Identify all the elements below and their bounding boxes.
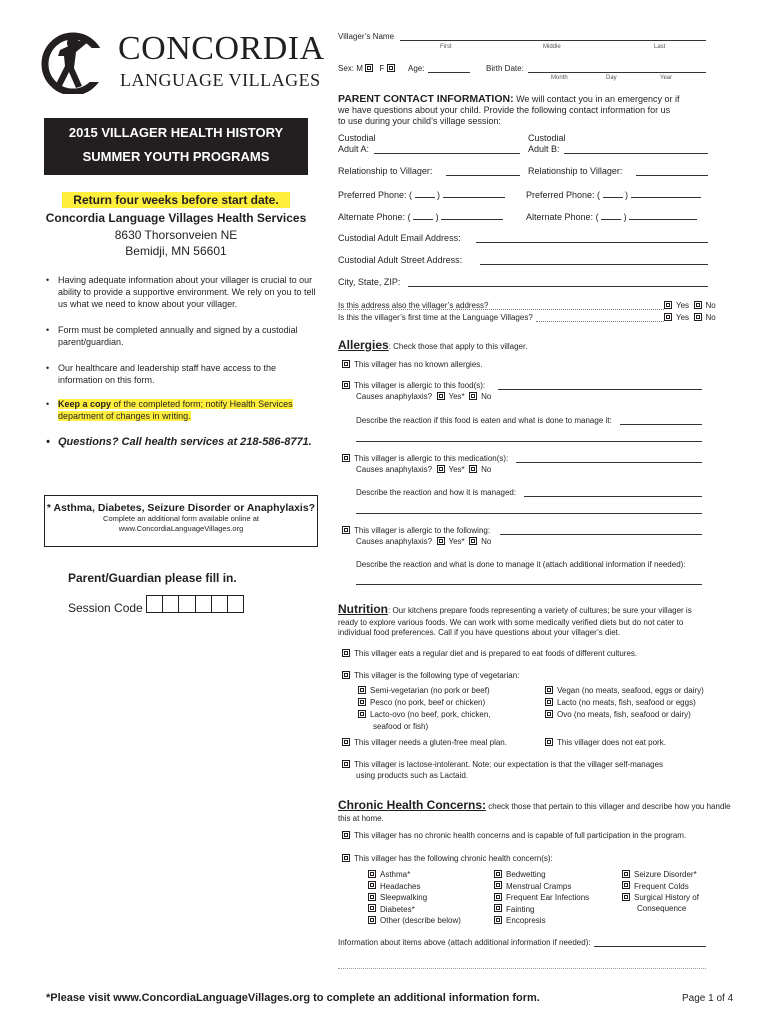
- chronic-none-checkbox[interactable]: [342, 831, 350, 839]
- first-time-yes-label: Yes: [676, 313, 690, 322]
- same-address-yes-label: Yes: [676, 301, 690, 310]
- adult-a-label1: Custodial: [338, 133, 376, 143]
- return-notice: Return four weeks before start date.: [62, 192, 290, 208]
- chronic-bedwetting-label: Bedwetting: [506, 870, 546, 879]
- sex-row: [338, 64, 399, 74]
- chronic-diabetes-row: [368, 904, 461, 916]
- diet-no-pork-label: This villager does not eat pork.: [557, 738, 666, 747]
- chronic-surgical-row: [622, 892, 699, 904]
- allergy-other-row: [342, 526, 490, 536]
- chronic-has-row: [342, 854, 553, 864]
- page-number: Page 1 of 4: [682, 993, 734, 1004]
- form-title-box: [44, 118, 308, 175]
- email-label: Custodial Adult Email Address:: [338, 233, 461, 243]
- diet-vegetarian-label: This villager is the following type of vegetarian:: [354, 671, 520, 680]
- chronic-cramps-row: [494, 881, 589, 893]
- form-title-line1: 2015 VILLAGER HEALTH HISTORY: [68, 125, 284, 140]
- diet-regular-checkbox[interactable]: [342, 649, 350, 657]
- nutrition-intro3: individual food preferences. Call if you have questions about your villager’s diet.: [338, 628, 621, 637]
- food-reaction-label: Describe the reaction if this food is eaten and what is done to manage it:: [356, 416, 612, 425]
- relationship-b-label: Relationship to Villager:: [528, 166, 623, 176]
- preferred-phone-b-label: Preferred Phone:: [526, 190, 595, 200]
- footer-visit-text: *Please visit www.ConcordiaLanguageVillages.org to complete an additional information form.: [46, 992, 540, 1004]
- diet-vegetarian-checkbox[interactable]: [342, 671, 350, 679]
- asthma-notice-title: * Asthma, Diabetes, Seizure Disorder or Anaphylaxis?: [46, 502, 316, 514]
- other-reaction-field[interactable]: [356, 584, 702, 585]
- allergy-med-checkbox[interactable]: [342, 454, 350, 462]
- med-anaphylaxis-yes-label: Yes*: [448, 465, 465, 474]
- alternate-phone-a-label: Alternate Phone:: [338, 212, 406, 222]
- other-anaphylaxis-label: Causes anaphylaxis?: [356, 537, 433, 546]
- same-address-text: Is this address also the villager’s address?: [338, 301, 489, 310]
- chronic-bedwetting-row: [494, 869, 589, 881]
- preferred-phone-a-label: Preferred Phone:: [338, 190, 407, 200]
- sex-f-checkbox[interactable]: [387, 64, 395, 72]
- city-state-zip-label: City, State, ZIP:: [338, 277, 401, 287]
- chronic-fainting-row: [494, 904, 589, 916]
- veg-ovo-label: Ovo (no meats, fish, seafood or dairy): [557, 710, 691, 719]
- chronic-headaches-checkbox[interactable]: [368, 881, 376, 889]
- diet-regular-row: [342, 649, 637, 659]
- chronic-ear-checkbox[interactable]: [494, 893, 502, 901]
- alternate-phone-b-label: Alternate Phone:: [526, 212, 594, 222]
- veg-lacto-checkbox[interactable]: [545, 698, 553, 706]
- chronic-diabetes-checkbox[interactable]: [368, 904, 376, 912]
- sex-f-label: F: [379, 64, 385, 73]
- chronic-encopresis-label: Encopresis: [506, 916, 546, 925]
- chronic-seizure-label: Seizure Disorder*: [634, 870, 697, 879]
- nutrition-intro: [338, 600, 718, 638]
- med-reaction-field[interactable]: [524, 496, 702, 497]
- logo-word-concordia: CONCORDIA: [118, 30, 325, 67]
- sex-label: Sex:: [338, 64, 355, 73]
- relationship-a-field[interactable]: [446, 175, 520, 176]
- food-reaction-field[interactable]: [620, 424, 702, 425]
- diet-lactose-label: This villager is lactose-intolerant. Note: our expectation is that the villager self-manages: [354, 760, 664, 769]
- nutrition-intro1: : Our kitchens prepare foods representing a variety of cultures; be sure your villager is: [388, 606, 692, 615]
- food-anaphylaxis-yes-checkbox[interactable]: [437, 392, 445, 400]
- chronic-colds-row: [622, 881, 699, 893]
- sex-m-label: M: [356, 64, 363, 73]
- chronic-has-checkbox[interactable]: [342, 854, 350, 862]
- food-anaphylaxis-no-label: No: [481, 392, 492, 401]
- chronic-col2: [494, 869, 589, 927]
- diet-lactose-cont: using products such as Lactaid.: [356, 771, 469, 780]
- veg-ovo-checkbox[interactable]: [545, 710, 553, 718]
- chronic-fainting-label: Fainting: [506, 904, 535, 914]
- street-address-label: Custodial Adult Street Address:: [338, 255, 463, 265]
- birth-month-label: Month: [551, 75, 568, 81]
- veg-lacto-ovo-label: Lacto-ovo (no beef, pork, chicken,: [370, 710, 491, 719]
- veg-pesco-checkbox[interactable]: [358, 698, 366, 706]
- same-address-no-label: No: [705, 301, 716, 310]
- veg-pesco-label: Pesco (no pork, beef or chicken): [370, 698, 486, 707]
- chronic-cramps-checkbox[interactable]: [494, 881, 502, 889]
- veg-right-list: [545, 685, 704, 721]
- other-reaction-label: Describe the reaction and what is done to manage it (attach additional information if needed):: [356, 560, 686, 569]
- first-time-yes-checkbox[interactable]: [664, 313, 672, 321]
- allergy-none-row: [342, 360, 483, 370]
- return-org: Concordia Language Villages Health Services: [45, 211, 307, 225]
- session-code-boxes[interactable]: [146, 595, 244, 613]
- name-middle-label: Middle: [543, 44, 561, 50]
- first-time-no-label: No: [705, 313, 716, 322]
- med-reaction-label: Describe the reaction and how it is managed:: [356, 488, 517, 497]
- parent-contact-intro2: we have questions about your child. Provide the following contact information for us: [338, 105, 671, 115]
- adult-a-field[interactable]: [374, 153, 520, 154]
- keep-copy-bold: Keep a copy: [58, 399, 112, 409]
- bullet-annual: • Form must be completed annually and signed by a custodial parent/guardian.: [58, 324, 298, 348]
- allergy-none-label: This villager has no known allergies.: [354, 360, 483, 369]
- nutrition-heading: Nutrition: [338, 602, 388, 616]
- chronic-intro: [338, 796, 731, 824]
- chronic-surgical-label: Surgical History of: [634, 893, 699, 902]
- diet-lactose-row: [342, 760, 663, 770]
- question-same-address: [338, 301, 716, 311]
- veg-lacto-label: Lacto (no meats, fish, seafood or eggs): [557, 698, 696, 707]
- asthma-notice-box: [44, 495, 318, 547]
- name-first-label: First: [440, 44, 452, 50]
- diet-regular-label: This villager eats a regular diet and is prepared to eat foods of different cultures.: [354, 649, 638, 658]
- chronic-cramps-label: Menstrual Cramps: [506, 881, 572, 891]
- street-address-field[interactable]: [480, 264, 708, 265]
- logo-word-language-villages: LANGUAGE VILLAGES: [120, 70, 321, 90]
- allergy-med-row: [342, 454, 508, 464]
- med-anaphylaxis-no-label: No: [481, 465, 492, 474]
- same-address-no-checkbox[interactable]: [694, 301, 702, 309]
- chronic-surgical-checkbox[interactable]: [622, 893, 630, 901]
- email-field[interactable]: [476, 242, 708, 243]
- allergy-other-label: This villager is allergic to the following:: [354, 526, 491, 535]
- chronic-none-label: This villager has no chronic health concerns and is capable of full participation in the program.: [354, 831, 687, 840]
- chronic-info-field-2[interactable]: [338, 968, 706, 969]
- allergy-food-field[interactable]: [498, 389, 702, 390]
- preferred-phone-a[interactable]: Preferred Phone: ( ): [338, 188, 505, 201]
- chronic-intro1: check those that pertain to this villager and describe how you handle: [486, 802, 731, 811]
- first-time-text: Is this the villager’s first time at the Language Villages?: [338, 313, 533, 322]
- chronic-encopresis-row: [494, 915, 589, 927]
- sex-m-checkbox[interactable]: [365, 64, 373, 72]
- chronic-headaches-row: [368, 881, 461, 893]
- relationship-b-field[interactable]: [636, 175, 708, 176]
- med-reaction-field-2[interactable]: [356, 513, 702, 514]
- chronic-sleepwalking-row: [368, 892, 461, 904]
- return-city: Bemidji, MN 56601: [125, 244, 227, 258]
- chronic-bedwetting-checkbox[interactable]: [494, 870, 502, 878]
- chronic-ear-row: [494, 892, 589, 904]
- chronic-ear-label: Frequent Ear Infections: [506, 893, 590, 902]
- chronic-sleepwalking-label: Sleepwalking: [380, 893, 428, 902]
- food-anaphylaxis-label: Causes anaphylaxis?: [356, 392, 433, 401]
- other-anaphylaxis-no-label: No: [481, 537, 492, 546]
- relationship-a-label: Relationship to Villager:: [338, 166, 433, 176]
- logo: [40, 28, 330, 94]
- chronic-intro2: this at home.: [338, 814, 384, 823]
- veg-lacto-row: [545, 697, 704, 709]
- chronic-colds-checkbox[interactable]: [622, 881, 630, 889]
- logo-mark-icon: [40, 28, 110, 94]
- veg-pesco-row: [358, 697, 491, 709]
- veg-vegan-row: [545, 685, 704, 697]
- med-anaphylaxis-label: Causes anaphylaxis?: [356, 465, 433, 474]
- age-field[interactable]: [428, 72, 470, 73]
- veg-semi-label: Semi-vegetarian (no pork or beef): [370, 686, 490, 695]
- chronic-info-field[interactable]: [594, 946, 706, 947]
- villager-name-label: Villager’s Name: [338, 32, 395, 41]
- chronic-seizure-row: [622, 869, 699, 881]
- allergies-heading-row: [338, 336, 527, 354]
- diet-no-pork-row: [545, 738, 666, 748]
- chronic-fainting-checkbox[interactable]: [494, 904, 502, 912]
- other-anaphylaxis-yes-label: Yes*: [448, 537, 465, 546]
- veg-lacto-ovo-cont: seafood or fish): [373, 722, 429, 731]
- return-street: 8630 Thorsonveien NE: [114, 228, 238, 242]
- food-reaction-field-2[interactable]: [356, 441, 702, 442]
- adult-b-label2: Adult B:: [528, 144, 560, 154]
- first-time-no-checkbox[interactable]: [694, 313, 702, 321]
- chronic-colds-label: Frequent Colds: [634, 881, 689, 891]
- parent-contact-intro3: to use during your child’s village session:: [338, 116, 501, 126]
- chronic-info-label: Information about items above (attach additional information if needed):: [338, 938, 591, 947]
- bullet-access: • Our healthcare and leadership staff have access to the information on this form.: [58, 362, 278, 386]
- chronic-encopresis-checkbox[interactable]: [494, 916, 502, 924]
- allergy-food-label: This villager is allergic to this food(s):: [354, 381, 486, 390]
- diet-vegetarian-row: [342, 671, 519, 681]
- keep-copy-rest: of the completed form; notify Health Services department of changes in writing.: [58, 399, 293, 421]
- chronic-seizure-checkbox[interactable]: [622, 870, 630, 878]
- veg-left-list: [358, 685, 491, 733]
- form-title-line2: SUMMER YOUTH PROGRAMS: [82, 149, 270, 164]
- bullet-questions: • Questions? Call health services at 218-586-8771.: [58, 436, 320, 448]
- food-anaphylaxis-row: [356, 392, 491, 402]
- bullet-keep-copy: [58, 398, 298, 422]
- diet-no-pork-checkbox[interactable]: [545, 738, 553, 746]
- food-anaphylaxis-no-checkbox[interactable]: [469, 392, 477, 400]
- med-anaphylaxis-no-checkbox[interactable]: [469, 465, 477, 473]
- med-anaphylaxis-yes-checkbox[interactable]: [437, 465, 445, 473]
- diet-gluten-label: This villager needs a gluten-free meal plan.: [354, 738, 507, 747]
- allergy-none-checkbox[interactable]: [342, 360, 350, 368]
- med-anaphylaxis-row: [356, 465, 491, 475]
- chronic-headaches-label: Headaches: [380, 881, 421, 891]
- asthma-notice-line1: Complete an additional form available online at: [103, 514, 259, 523]
- allergies-note: : Check those that apply to this villager.: [388, 342, 528, 351]
- bullet-adequate-info: • Having adequate information about your villager is crucial to our ability to provide a supportive environment. We rely on you to tell us what we need to know about your villager.: [58, 274, 320, 310]
- allergy-food-checkbox[interactable]: [342, 381, 350, 389]
- chronic-surgical-cont: Consequence: [637, 903, 687, 913]
- other-anaphylaxis-row: [356, 537, 491, 547]
- chronic-other-row: [368, 915, 461, 927]
- chronic-has-label: This villager has the following chronic health concern(s):: [354, 854, 553, 863]
- birth-day-label: Day: [606, 75, 617, 81]
- veg-ovo-row: [545, 709, 704, 721]
- allergy-other-field[interactable]: [500, 534, 702, 535]
- chronic-other-label: Other (describe below): [380, 916, 461, 925]
- parent-contact-heading: PARENT CONTACT INFORMATION:: [338, 93, 514, 105]
- veg-lacto-ovo-row: [358, 709, 491, 721]
- question-first-time: [338, 313, 716, 323]
- diet-lactose-checkbox[interactable]: [342, 760, 350, 768]
- chronic-none-row: [342, 831, 686, 841]
- session-code-label: Session Code: [68, 601, 143, 615]
- allergy-med-label: This villager is allergic to this medication(s):: [354, 454, 509, 463]
- other-anaphylaxis-no-checkbox[interactable]: [469, 537, 477, 545]
- diet-gluten-row: [342, 738, 507, 748]
- parent-contact-section: [338, 94, 718, 127]
- same-address-yes-checkbox[interactable]: [664, 301, 672, 309]
- name-last-label: Last: [654, 44, 666, 50]
- veg-vegan-checkbox[interactable]: [545, 686, 553, 694]
- nutrition-intro2: ready to explore various foods. We can work with some medically verified diets but do not cater to: [338, 618, 684, 627]
- asthma-notice-url: www.ConcordiaLanguageVillages.org: [118, 524, 244, 533]
- chronic-heading: Chronic Health Concerns:: [338, 798, 487, 812]
- city-state-zip-field[interactable]: [408, 286, 708, 287]
- allergy-food-row: [342, 381, 485, 391]
- diet-gluten-checkbox[interactable]: [342, 738, 350, 746]
- veg-semi-row: [358, 685, 491, 697]
- adult-b-field[interactable]: [564, 153, 708, 154]
- other-anaphylaxis-yes-checkbox[interactable]: [437, 537, 445, 545]
- chronic-asthma-label: Asthma*: [380, 870, 411, 879]
- veg-vegan-label: Vegan (no meats, seafood, eggs or dairy): [557, 686, 704, 695]
- veg-lacto-ovo-checkbox[interactable]: [358, 710, 366, 718]
- birth-date-field[interactable]: [528, 72, 706, 73]
- birth-year-label: Year: [660, 75, 673, 81]
- chronic-diabetes-label: Diabetes*: [380, 904, 415, 914]
- chronic-sleepwalking-checkbox[interactable]: [368, 893, 376, 901]
- alternate-phone-a[interactable]: Alternate Phone: ( ): [338, 210, 503, 223]
- adult-b-label1: Custodial: [528, 133, 566, 143]
- parent-contact-intro1: We will contact you in an emergency or if: [513, 94, 680, 104]
- veg-semi-checkbox[interactable]: [358, 686, 366, 694]
- age-label: Age:: [408, 64, 425, 73]
- chronic-other-checkbox[interactable]: [368, 916, 376, 924]
- allergies-heading: Allergies: [338, 338, 389, 352]
- allergy-med-field[interactable]: [516, 462, 702, 463]
- villager-name-field[interactable]: [400, 40, 706, 41]
- chronic-asthma-checkbox[interactable]: [368, 870, 376, 878]
- parent-fill-label: Parent/Guardian please fill in.: [68, 571, 237, 585]
- chronic-col3: [622, 869, 699, 913]
- birth-date-label: Birth Date:: [486, 64, 524, 73]
- food-anaphylaxis-yes-label: Yes*: [448, 392, 465, 401]
- chronic-asthma-row: [368, 869, 461, 881]
- allergy-other-checkbox[interactable]: [342, 526, 350, 534]
- chronic-col1: [368, 869, 461, 927]
- adult-a-label2: Adult A:: [338, 144, 370, 154]
- preferred-phone-b[interactable]: Preferred Phone: ( ): [526, 188, 701, 201]
- alternate-phone-b[interactable]: Alternate Phone: ( ): [526, 210, 697, 223]
